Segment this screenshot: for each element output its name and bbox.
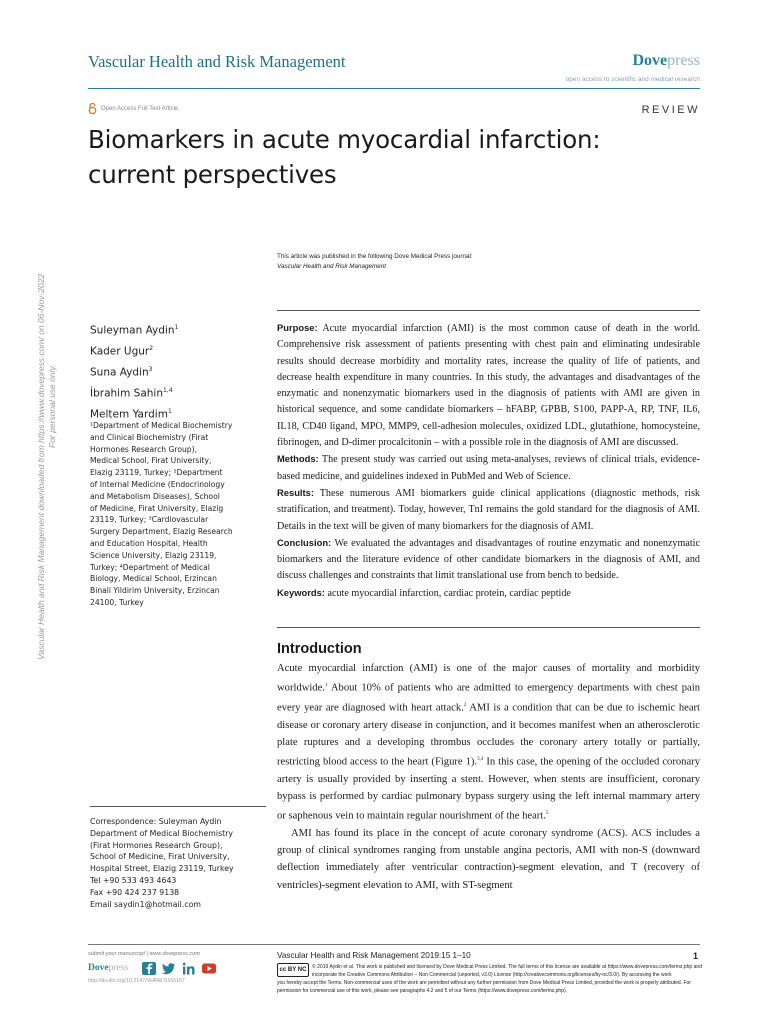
watermark-line-1: Vascular Health and Risk Management downloaded from https://www.dovepress.com/ on 06-Nov-2022 [36, 273, 46, 660]
author-list [90, 319, 178, 424]
affiliations: ¹Department of Medical Biochemistry and Clinical Biochemistry (Firat Hormones Research Group), Medical School, Firat University, Elazig 23119, Turkey; ²Department of Internal Medicine (Endocrinology and Metabolism Diseases), School of Medicine, Firat University, Elazig 23119, Turkey; ³Cardiovascular Surgery Department, Elazig Research and Education Hospital, Health Science University, Elazig 23119, Turkey; ⁴Department of Medical Biology, Medical School, Erzincan Binali Yildirim University, Erzincan 24100, Turkey [90, 421, 233, 607]
abstract-top-divider [277, 310, 700, 311]
introduction-paragraph-2: AMI has found its place in the concept of acute coronary syndrome (ACS). ACS includes a group of clinical syndromes ranging from unstable angina pectoris, AMI with non-S (downward deflection immediately after ventricular contraction)-segment elevation, and T (recovery of ventricles)-segment elevation to AMI, with ST-segment [277, 827, 700, 891]
brand-main: Dove [632, 52, 668, 69]
journal-citation: Vascular Health and Risk Management 2019:15 1–10 [277, 951, 471, 960]
twitter-icon[interactable] [162, 962, 176, 975]
submit-manuscript-link[interactable]: submit your manuscript | www.dovepress.com [88, 951, 200, 957]
license-text-continued: you hereby accept the Terms. Non-commercial uses of the work are permitted without any further permission from Dove Medical Press Limited, provided the work is properly attributed. For permission for commercial use of this work, please see paragraphs 4.2 and 5 of our Terms (https://www.dovepress.com/terms.php). [277, 980, 691, 995]
citation-ref[interactable]: 3,4 [477, 757, 484, 763]
article-title [88, 122, 688, 192]
watermark-line-2: For personal use only. [47, 364, 57, 448]
footer-divider [88, 944, 700, 945]
author: Meltem Yardim$^1$ [90, 408, 172, 421]
open-access-badge [88, 103, 178, 114]
creative-commons-icon[interactable]: cc BY NC [277, 963, 309, 977]
youtube-icon[interactable] [202, 962, 216, 975]
facebook-icon[interactable] [142, 962, 156, 975]
publisher-tagline: open access to scientific and medical research [565, 76, 700, 83]
footer-brand-main: Dove [88, 963, 109, 973]
abstract-conclusion: Conclusion: We evaluated the advantages and disadvantages of routine enzymatic and nonenzymatic biomarkers and the literature evidence of other candidate biomarkers in the diagnosis of AMI, and discuss challenges and constraints that limit translational use from bench to bedside. [277, 536, 700, 582]
license-text: © 2019 Aydin et al. This work is published and licensed by Dove Medical Press Limited. The full terms of this license are available at https://www.dovepress.com/terms.php and incorporate the Creative Commons Attribution – Non Commercial (unported, v3.0) License (http://creativecommons.org/licenses/by-nc/3.0/). By accessing the work [312, 964, 702, 979]
abstract-purpose: Purpose: Acute myocardial infarction (AMI) is the most common cause of death in the world. Comprehensive risk assessment of patients presenting with chest pain and eliminating undesirable results should decrease morbidity and mortality rates, increase the quality of life of patients, and decrease health expenditure in many countries. In this study, the advantages and disadvantages of the enzymatic and nonenzymatic biomarkers used in the diagnosis of patients with AMI are given in historical sequence, and some candidate biomarkers – hFABP, GPBB, S100, PAPP-A, RP, TNF, IL6, IL18, CD40 ligand, MPO, MMP9, cell-adhesion molecules, oxidized LDL, glutathione, homocysteine, fibrinogen, and D-dimer procalcitonin – with a possible role in the diagnosis of AMI are discussed. [277, 322, 700, 449]
author: İbrahim Sahin$^{1,4}$ [90, 387, 173, 400]
open-access-label: Open Access Full Text Article [101, 105, 179, 112]
correspondence: Correspondence: Suleyman Aydin Department of Medical Biochemistry (Firat Hormones Research Group), School of Medicine, Firat University, Hospital Street, Elazig 23119, Turkey Tel +90 533 493 4643 Fax +90 424 237 9138 Email saydin1@hotmail.com [90, 817, 234, 909]
journal-title: Vascular Health and Risk Management [88, 52, 346, 71]
citation-ref[interactable]: 2 [463, 702, 467, 708]
abstract-methods: Methods: The present study was carried out using meta-analyses, reviews of clinical trials, evidence-based medicine, and guidelines indexed in PubMed and Web of Science. [277, 453, 700, 482]
author: Suleyman Aydin$^1$ [90, 324, 179, 337]
introduction-paragraph-1: Acute myocardial infarction (AMI) is one of the major causes of mortality and morbidity worldwide.$^1$ About 10% of patients who are admitted to emergency departments with chest pain every year are diagnosed with heart attack.$^2$ AMI is a condition that can be due to ischemic heart disease or coronary artery disease in conjunction, and it becomes manifest when an atherosclerotic plate ruptures and a developing thrombus occludes the coronary artery totally or partially, restricting blood access to the heart (Figure 1).$^{3,4}$ In this case, the opening of the occluded coronary artery is usually provided by inserting a stent. However, when stents are insufficient, coronary bypass is performed by cardiac pulmonary bypass surgery using the left internal mammary artery or saphenous vein to maintain regular nourishment of the heart.$^5$ [277, 663, 700, 822]
abstract-keywords: Keywords: acute myocardial infarction, cardiac protein, cardiac peptide [277, 586, 571, 599]
abstract-bottom-divider [277, 627, 700, 628]
publication-note-line: This article was published in the following Dove Medical Press journal: [277, 253, 473, 260]
download-watermark [36, 208, 57, 660]
citation-ref[interactable]: 1 [324, 683, 328, 689]
abstract [277, 320, 700, 602]
abstract-results: Results: These numerous AMI biomarkers guide clinical applications (diagnostic methods, risk stratification, and treatment). Today, however, TnI remains the gold standard for the diagnosis of AMI. Details in the text will be given of many biomarkers for the diagnosis of AMI. [277, 486, 700, 532]
page-number: 1 [692, 951, 698, 961]
publication-note [277, 252, 473, 272]
dovepress-logo[interactable] [632, 52, 700, 70]
footer-dovepress-logo[interactable] [88, 963, 128, 973]
introduction-heading: Introduction [277, 641, 362, 657]
introduction-body [277, 660, 700, 894]
publication-note-journal: Vascular Health and Risk Management [277, 263, 386, 270]
linkedin-icon[interactable] [182, 962, 196, 975]
header-divider [88, 88, 700, 89]
author: Kader Ugur$^2$ [90, 345, 154, 358]
article-type: REVIEW [641, 104, 700, 116]
open-lock-icon [88, 103, 97, 114]
doi-link[interactable]: http://dx.doi.org/10.2147/VHRM.S166157 [88, 978, 185, 984]
social-links [142, 962, 216, 975]
brand-sub: press [667, 52, 700, 69]
citation-ref[interactable]: 5 [545, 811, 549, 817]
title-line-1: Biomarkers in acute myocardial infarction: [88, 125, 601, 154]
correspondence-divider [90, 806, 266, 807]
title-line-2: current perspectives [88, 160, 337, 189]
footer-brand-sub: press [108, 963, 129, 973]
author: Suna Aydin$^3$ [90, 366, 153, 379]
